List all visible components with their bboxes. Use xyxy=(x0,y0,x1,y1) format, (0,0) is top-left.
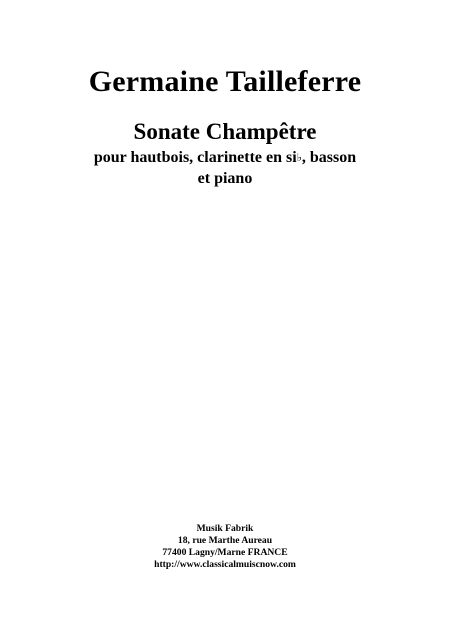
publisher-address-city: 77400 Lagny/Marne FRANCE xyxy=(162,547,288,558)
publisher-block xyxy=(0,523,450,571)
composer-name: Germaine Tailleferre xyxy=(88,65,362,98)
instrumentation xyxy=(0,148,450,188)
publisher-address-street: 18, rue Marthe Aureau xyxy=(177,535,273,546)
work-title: Sonate Champêtre xyxy=(133,119,317,144)
publisher-url: http://www.classicalmuiscnow.com xyxy=(154,559,296,570)
instrumentation-text: pour hautbois, clarinette en si xyxy=(93,149,297,166)
flat-symbol: ♭ xyxy=(296,152,302,164)
instrumentation-text-end: , basson xyxy=(301,149,357,166)
instrumentation-line-2: et piano xyxy=(197,170,253,187)
publisher-name: Musik Fabrik xyxy=(196,523,254,534)
instrumentation-line-1 xyxy=(0,148,450,169)
